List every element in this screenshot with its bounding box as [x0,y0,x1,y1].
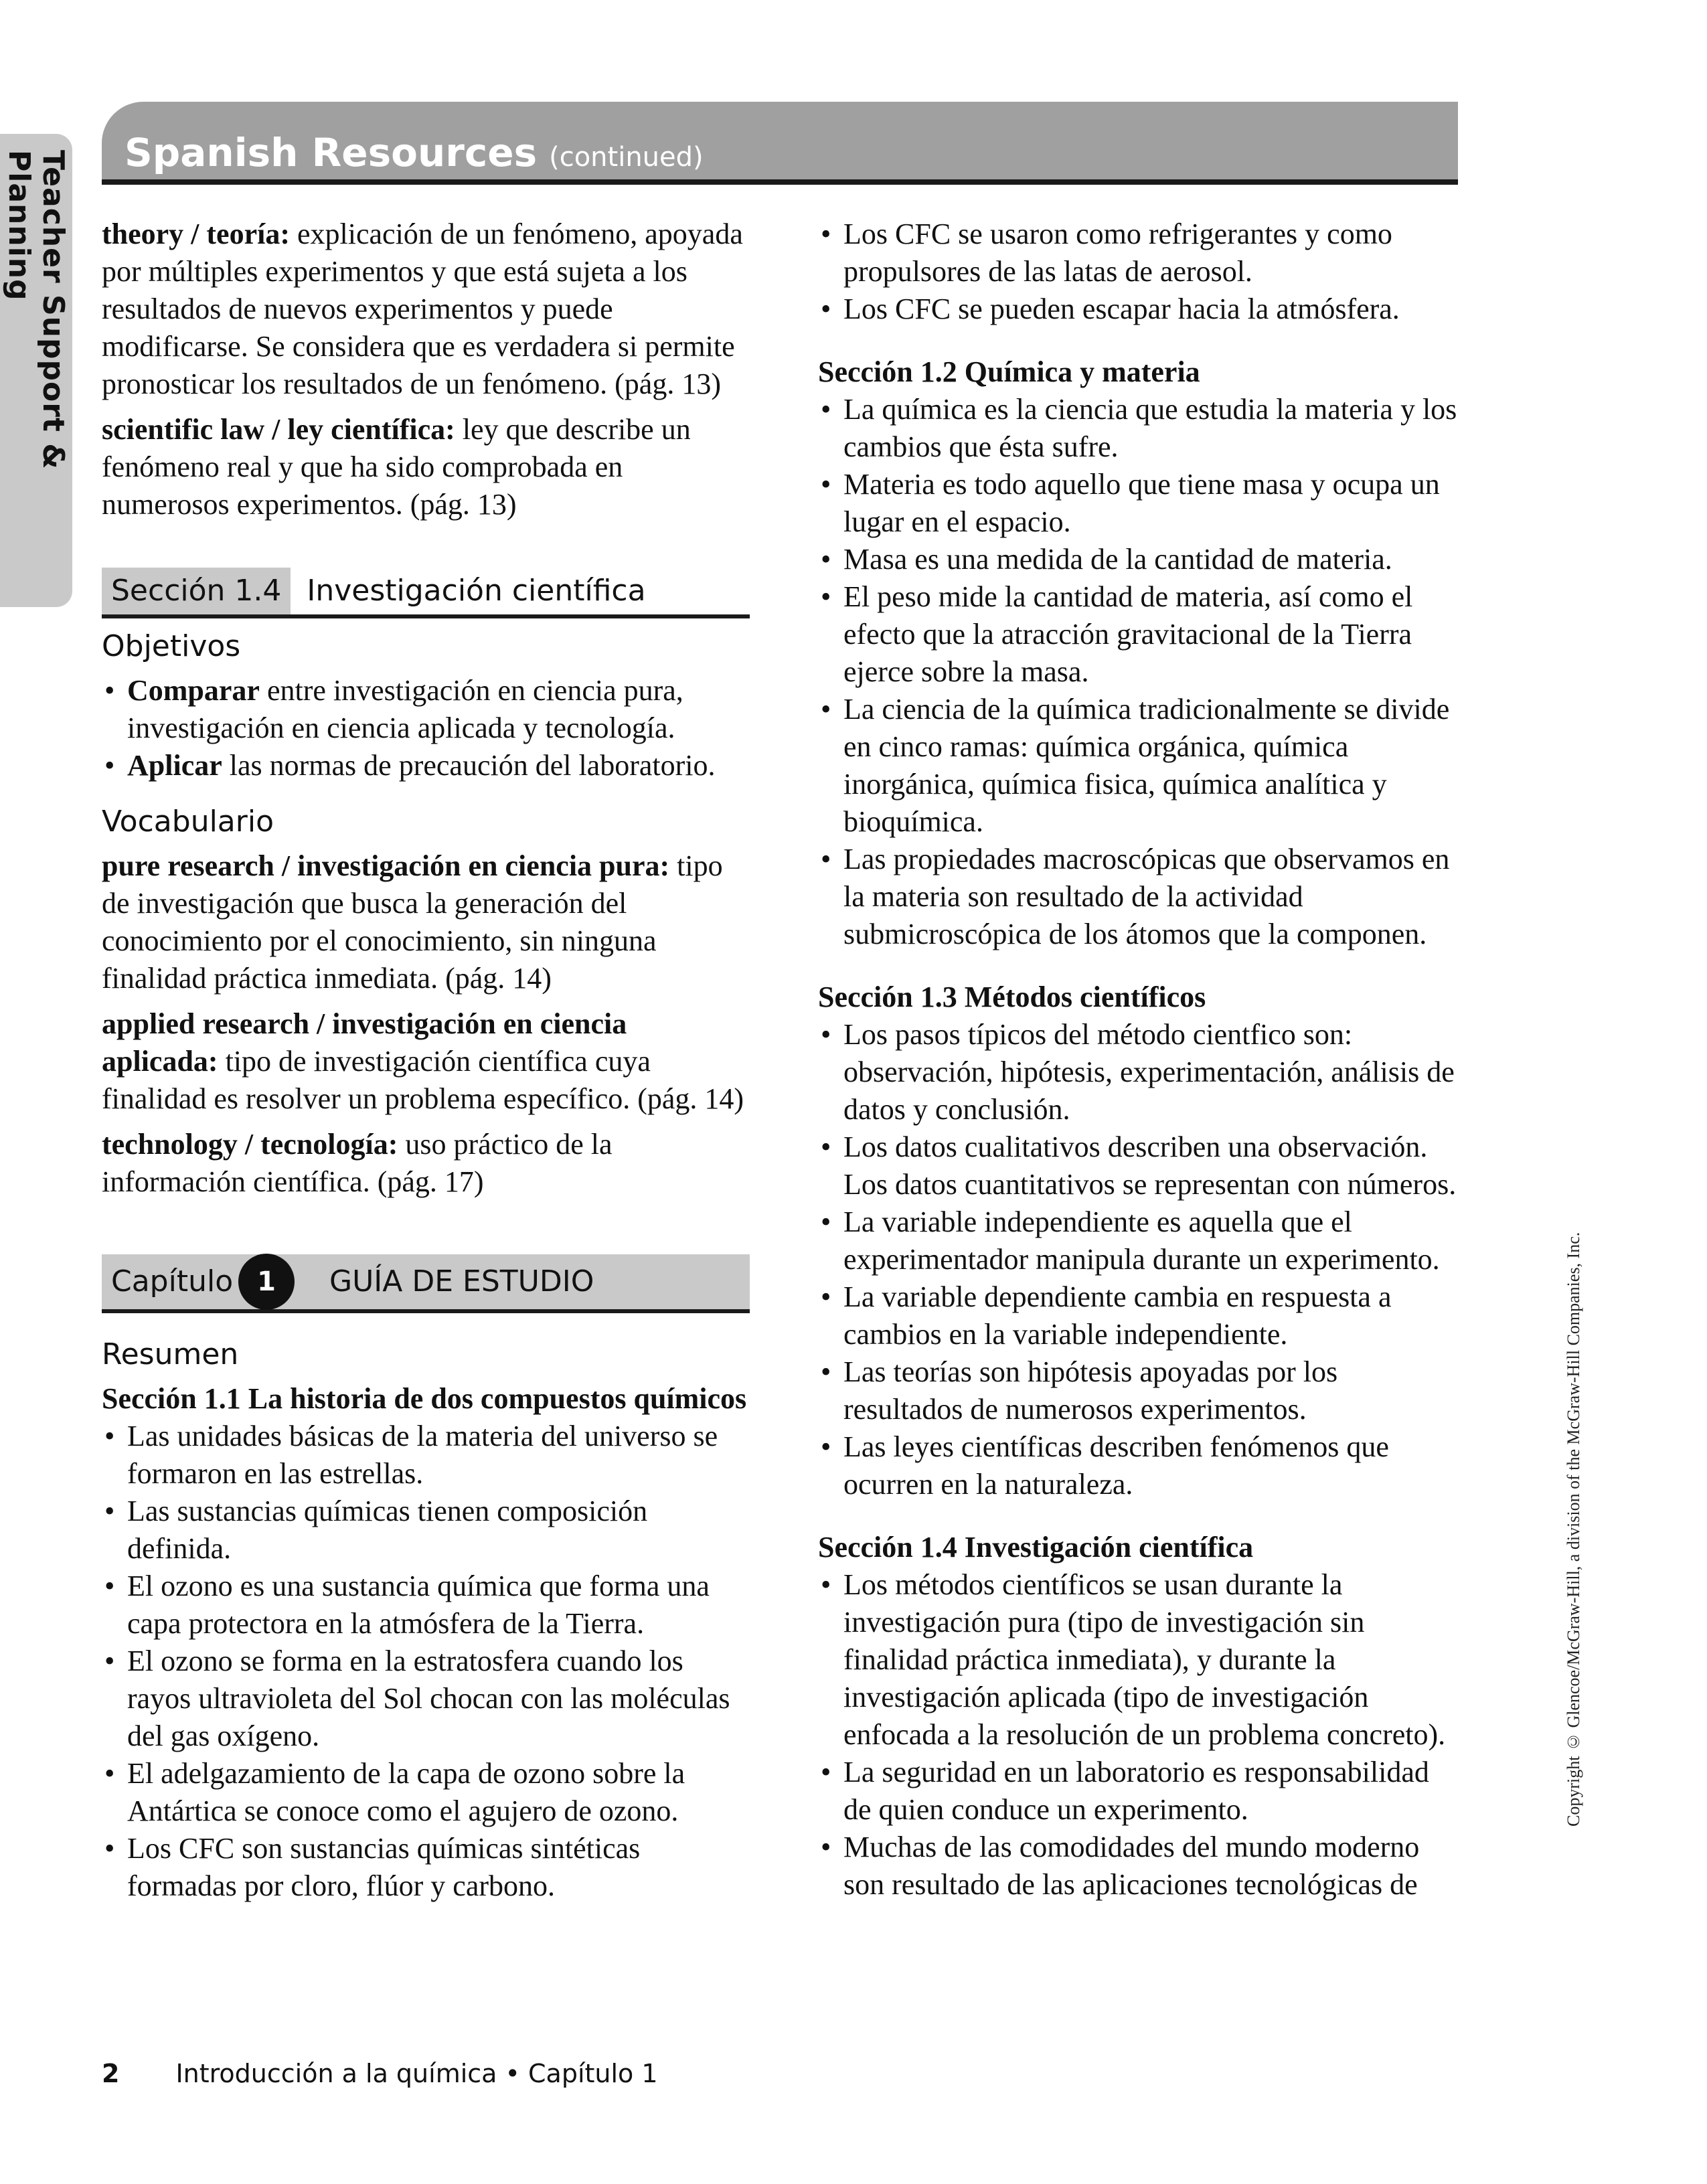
chapter-number-badge: 1 [238,1254,295,1310]
page-number: 2 [102,2059,120,2088]
definition-text: tipo de investigación que busca la generación del conocimiento por el conocimiento, sin ninguna finalidad práctica inmediata. (pág. 14) [102,849,723,995]
vocab-entry [102,847,750,997]
list-item [102,747,750,784]
list-item [102,672,750,747]
section-1-3-heading: Sección 1.3 Métodos científicos [818,981,1206,1013]
objetivos-heading: Objetivos [102,629,241,663]
header-subtitle: (continued) [549,142,704,173]
section-1-1-list [102,1418,750,1905]
definition-law [102,411,750,523]
footer-text: Introducción a la química • Capítulo 1 [175,2059,658,2088]
page-title [125,130,704,175]
list-item: • Los métodos científicos se usan durante la investigación pura (tipo de investigación sin finalidad práctica inmediata), y durante la investigación aplicada (tipo de investigación enfocada a la resolución de un problema concreto). [818,1566,1461,1754]
section-1-3-list [818,1016,1461,1503]
chapter-bar [102,1254,750,1313]
list-item: • El ozono es una sustancia química que forma una capa protectora en la atmósfera de la Tierra. [102,1568,750,1643]
section-number: Sección 1.4 [102,568,291,614]
definition-text: ley que describe un fenómeno real y que ha sido comprobada en numerosos experimentos. (pág. 13) [102,413,691,521]
header-banner [102,102,1458,185]
keyword: Aplicar [127,749,222,782]
list-item: • La ciencia de la química tradicionalmente se divide en cinco ramas: química orgánica, química inorgánica, química fisica, química analítica y bioquímica. [818,691,1461,841]
item-text: entre investigación en ciencia pura, investigación en ciencia aplicada y tecnología. [127,674,683,744]
section-1-1-heading: Sección 1.1 La historia de dos compuestos químicos [102,1382,747,1415]
list-item: • El peso mide la cantidad de materia, así como el efecto que la atracción gravitacional de la Tierra ejerce sobre la masa. [818,578,1461,691]
section-1-4-list [818,1566,1461,1904]
definition-theory [102,216,750,403]
list-item: • Los CFC se pueden escapar hacia la atmósfera. [818,290,1461,328]
item-text: las normas de precaución del laboratorio. [222,749,716,782]
vocabulario-heading: Vocabulario [102,805,274,839]
section-1-2-list [818,391,1461,953]
list-item: • Las sustancias químicas tienen composición definida. [102,1493,750,1568]
vocab-entry [102,1005,750,1118]
term: technology / tecnología: [102,1128,398,1161]
page-footer [102,2059,658,2088]
list-item: • Las propiedades macroscópicas que observamos en la materia son resultado de la actividad submicroscópica de los átomos que la componen. [818,841,1461,953]
left-column [102,216,750,1905]
definition-text: explicación de un fenómeno, apoyada por múltiples experimentos y que está sujeta a los resultados de nuevos experimentos y puede modificarse. Se considera que es verdadera si permite pronosticar los resultados de un fenómeno. (pág. 13) [102,218,743,400]
section-header-1-4 [102,568,750,618]
section-1-2-heading: Sección 1.2 Química y materia [818,355,1200,388]
header-title: Spanish Resources [125,130,538,175]
list-item: • Los CFC son sustancias químicas sintéticas formadas por cloro, flúor y carbono. [102,1830,750,1905]
list-item: • La seguridad en un laboratorio es responsabilidad de quien conduce un experimento. [818,1754,1461,1829]
list-item: • La química es la ciencia que estudia la materia y los cambios que ésta sufre. [818,391,1461,466]
keyword: Comparar [127,674,260,707]
list-item: • La variable dependiente cambia en respuesta a cambios en la variable independiente. [818,1278,1461,1353]
list-item: • Los CFC se usaron como refrigerantes y como propulsores de las latas de aerosol. [818,216,1461,290]
continued-list [818,216,1461,328]
term: scientific law / ley científica: [102,413,455,446]
side-tab-label: Teacher Support & Planning [2,150,70,470]
list-item: • Las leyes científicas describen fenómenos que ocurren en la naturaleza. [818,1428,1461,1503]
vocab-entry [102,1126,750,1201]
copyright-notice: Copyright © Glencoe/McGraw-Hill, a division of the McGraw-Hill Companies, Inc. [1564,1232,1583,1827]
chapter-title: GUÍA DE ESTUDIO [329,1264,594,1298]
list-item: • El ozono se forma en la estratosfera cuando los rayos ultravioleta del Sol chocan con las moléculas del gas oxígeno. [102,1643,750,1755]
right-column [818,216,1461,1904]
definition-text: tipo de investigación científica cuya finalidad es resolver un problema específico. (pág. 14) [102,1045,744,1115]
section-1-4-heading: Sección 1.4 Investigación científica [818,1531,1254,1564]
resumen-heading: Resumen [102,1337,239,1371]
term: theory / teoría: [102,218,290,250]
list-item: • Masa es una medida de la cantidad de materia. [818,541,1461,578]
list-item: • Muchas de las comodidades del mundo moderno son resultado de las aplicaciones tecnológicas de [818,1829,1461,1904]
list-item: • El adelgazamiento de la capa de ozono sobre la Antártica se conoce como el agujero de ozono. [102,1755,750,1830]
list-item: • Los datos cualitativos describen una observación. Los datos cuantitativos se representan con números. [818,1128,1461,1203]
term: pure research / investigación en ciencia pura: [102,849,670,882]
list-item: • La variable independiente es aquella que el experimentador manipula durante un experimento. [818,1203,1461,1278]
list-item: • Las unidades básicas de la materia del universo se formaron en las estrellas. [102,1418,750,1493]
list-item: • Materia es todo aquello que tiene masa y ocupa un lugar en el espacio. [818,466,1461,541]
list-item: • Las teorías son hipótesis apoyadas por los resultados de numerosos experimentos. [818,1353,1461,1428]
chapter-label: Capítulo [111,1264,234,1298]
objetivos-list [102,672,750,784]
section-title: Investigación científica [307,574,646,608]
list-item: • Los pasos típicos del método cientfico son: observación, hipótesis, experimentación, análisis de datos y conclusión. [818,1016,1461,1128]
definition-text: uso práctico de la información científica. (pág. 17) [102,1128,613,1198]
term: applied research / investigación en ciencia aplicada: [102,1007,627,1078]
